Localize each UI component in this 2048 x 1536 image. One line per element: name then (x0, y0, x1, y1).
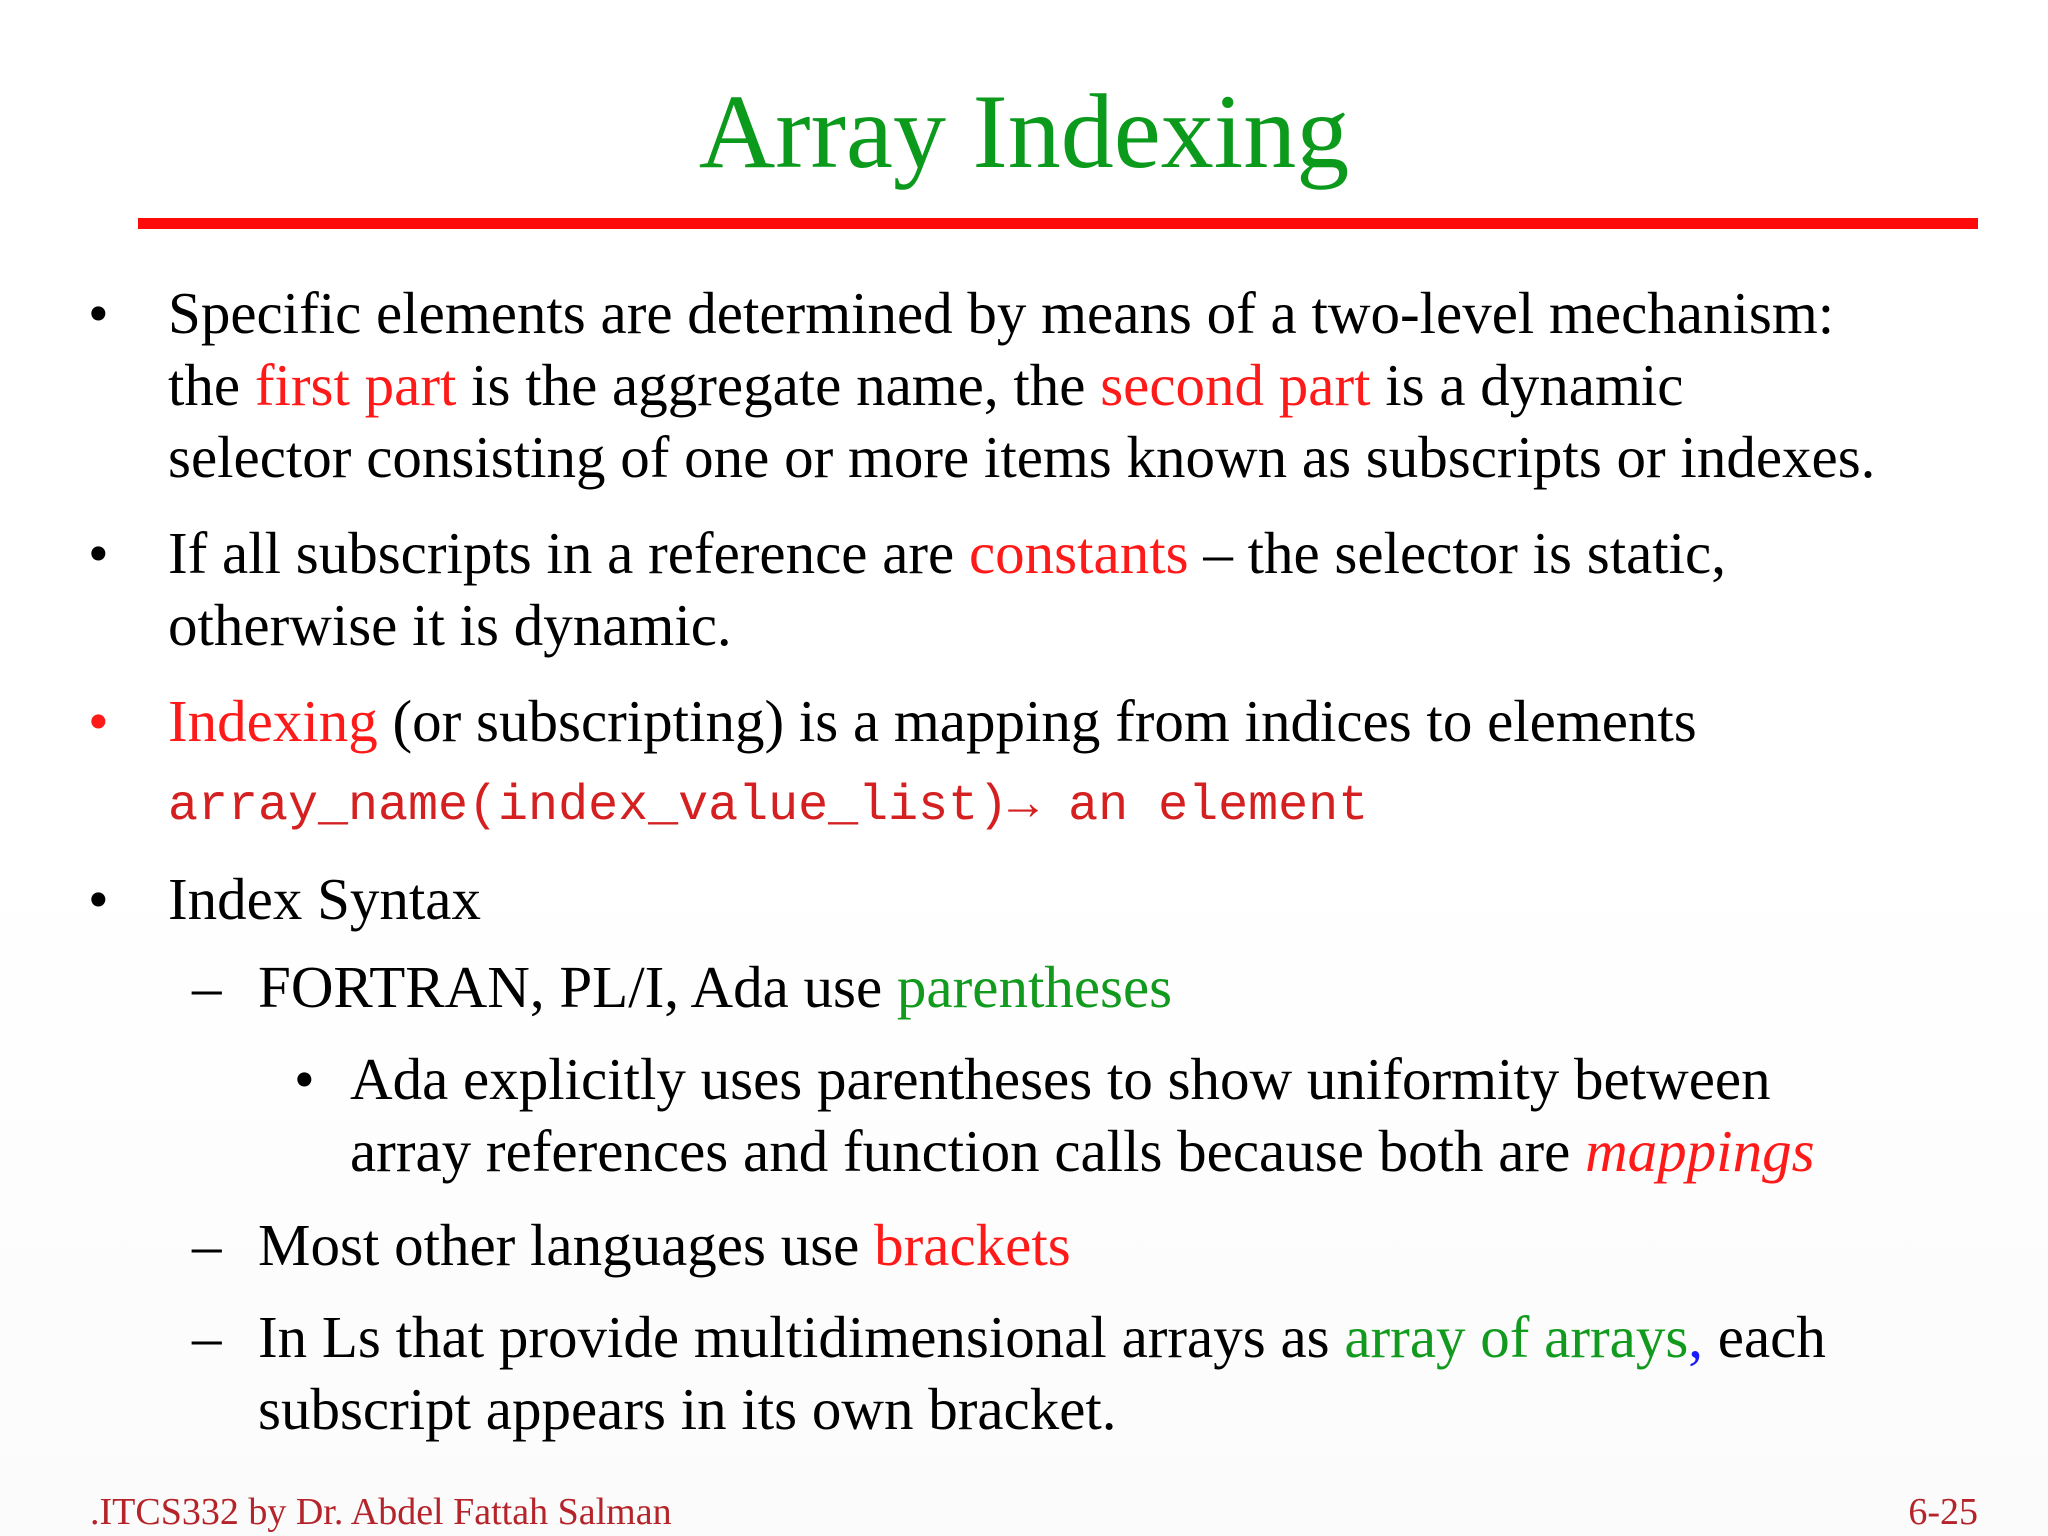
text-run: is the aggregate name, the (456, 352, 1101, 418)
sub-3-dash: – (192, 1304, 222, 1370)
sub-3-line-1 (258, 1302, 1826, 1372)
slide-title: Array Indexing (698, 73, 1350, 190)
term-parentheses: parentheses (896, 954, 1173, 1020)
text-run: In Ls that provide multidimensional arrays as (258, 1304, 1345, 1370)
title-underline-rule (138, 218, 1978, 229)
text-run: array references and function calls because both are (350, 1118, 1586, 1184)
sub-sub-line-1: Ada explicitly uses parentheses to show uniformity between (350, 1046, 1771, 1112)
term-first-part: first part (254, 352, 457, 418)
bullet-1-marker: • (88, 280, 109, 346)
indexing-code-example: array_name(index_value_list)→ an element (168, 778, 1369, 835)
bullet-3-line-1 (168, 686, 1697, 756)
sub-sub-bullet-marker: • (294, 1046, 315, 1112)
bullet-1-line-1: Specific elements are determined by means of a two-level mechanism: (168, 280, 1835, 346)
bullet-2-marker: • (88, 520, 109, 586)
bullet-4-label: Index Syntax (168, 866, 481, 932)
term-brackets: brackets (874, 1212, 1071, 1278)
text-run: is a dynamic (1370, 352, 1684, 418)
text-run: – the selector is static, (1188, 520, 1726, 586)
comma: , (1688, 1304, 1704, 1370)
footer-page-number: 6-25 (1908, 1491, 1978, 1533)
term-constants: constants (969, 520, 1189, 586)
sub-2-dash: – (192, 1212, 222, 1278)
term-indexing: Indexing (168, 688, 378, 754)
term-second-part: second part (1100, 352, 1371, 418)
sub-sub-line-2 (350, 1116, 1815, 1186)
footer-course-author: .ITCS332 by Dr. Abdel Fattah Salman (90, 1491, 672, 1533)
bullet-2-line-1 (168, 518, 1726, 588)
text-run: If all subscripts in a reference are (168, 520, 969, 586)
term-mappings: mappings (1585, 1118, 1815, 1184)
bullet-2-line-2: otherwise it is dynamic. (168, 592, 732, 658)
sub-3-line-2: subscript appears in its own bracket. (258, 1376, 1117, 1442)
text-run: each (1703, 1304, 1826, 1370)
bullet-1-line-2 (168, 350, 1683, 420)
term-array-of-arrays: array of arrays (1344, 1304, 1689, 1370)
bullet-4-marker: • (88, 866, 109, 932)
text-run: FORTRAN, PL/I, Ada use (258, 954, 897, 1020)
sub-1-line (258, 952, 1172, 1022)
text-run: Most other languages use (258, 1212, 875, 1278)
sub-1-dash: – (192, 954, 222, 1020)
sub-2-line (258, 1210, 1071, 1280)
bullet-3-marker: • (88, 688, 109, 754)
text-run: the (168, 352, 255, 418)
text-run: (or subscripting) is a mapping from indices to elements (377, 688, 1697, 754)
bullet-1-line-3: selector consisting of one or more items known as subscripts or indexes. (168, 424, 1876, 490)
